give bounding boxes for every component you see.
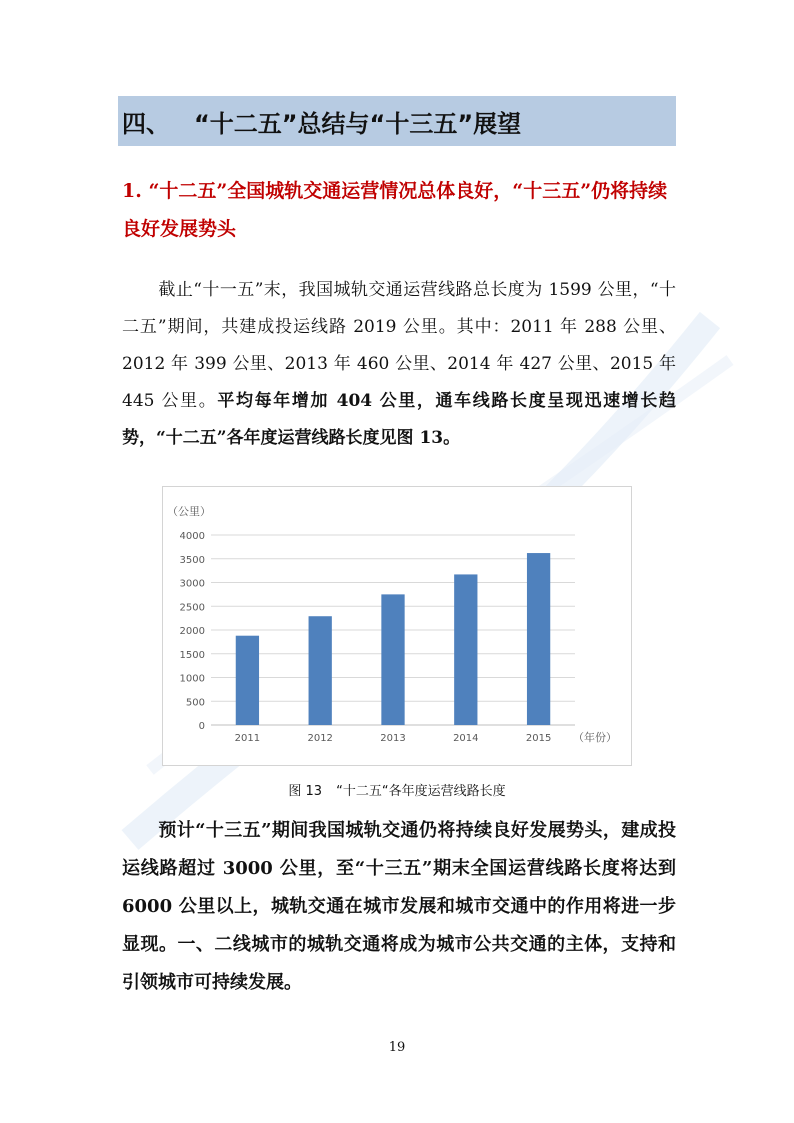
paragraph-1-normal: 截止“十一五”末，我国城轨交通运营线路总长度为 1599 公里，“十二五”期间，共建成投运线路 2019 公里。其中：2011 年 288 公里、2012 年 399 公里、2013 年 460 公里、2014 年 427 公里、2015 年 445 公里。 (122, 280, 676, 411)
x-tick-label: 2013 (380, 733, 406, 744)
paragraph-2-text: 预计“十三五”期间我国城轨交通仍将持续良好发展势头，建成投运线路超过 3000 公里，至“十三五”期末全国运营线路长度将达到 6000 公里以上，城轨交通在城市发展和城市交通中的作用将进一步显现。一、二线城市的城轨交通将成为城市公共交通的主体，支持和引领城市可持续发展。 (122, 820, 676, 993)
x-tick-label: 2011 (234, 733, 261, 744)
bar-2013 (381, 594, 404, 725)
x-tick-label: 2014 (453, 733, 479, 744)
section-header-bar (118, 96, 676, 146)
y-axis-label: （公里） (167, 505, 211, 518)
bar-2011 (236, 636, 259, 725)
paragraph-1-bold: 平均每年增加 404 公里，通车线路长度呈现迅速增长趋势，“十二五”各年度运营线路长度见图 13。 (122, 391, 676, 448)
y-tick-label: 4000 (179, 531, 205, 542)
bar-chart (163, 487, 631, 765)
bar-2015 (527, 553, 550, 725)
y-tick-label: 3000 (179, 578, 205, 590)
section-title: “十二五”总结与“十三五”展望 (194, 109, 522, 138)
bar-chart-frame (162, 486, 632, 766)
bar-2014 (454, 574, 477, 725)
section-number: 四、 (122, 109, 170, 138)
page-number: 19 (388, 1040, 406, 1055)
figure-number: 图 13 (288, 784, 323, 799)
x-axis-label: （年份） (573, 731, 617, 744)
y-tick-label: 0 (198, 721, 205, 732)
figure-caption-text: “十二五“各年度运营线路长度 (336, 784, 506, 799)
bar-2012 (309, 616, 332, 725)
figure-caption (0, 780, 794, 799)
y-tick-label: 2000 (179, 626, 205, 637)
y-tick-label: 1000 (179, 673, 205, 685)
y-tick-label: 3500 (179, 554, 205, 566)
y-tick-label: 500 (185, 697, 205, 709)
paragraph-2 (122, 812, 676, 1002)
y-tick-label: 2500 (179, 602, 205, 614)
x-tick-label: 2012 (307, 733, 333, 744)
subsection-heading: 1. “十二五”全国城轨交通运营情况总体良好，“十三五”仍将持续良好发展势头 (122, 180, 668, 240)
paragraph-1 (122, 272, 676, 457)
y-tick-label: 1500 (179, 649, 205, 661)
x-tick-label: 2015 (525, 733, 552, 744)
